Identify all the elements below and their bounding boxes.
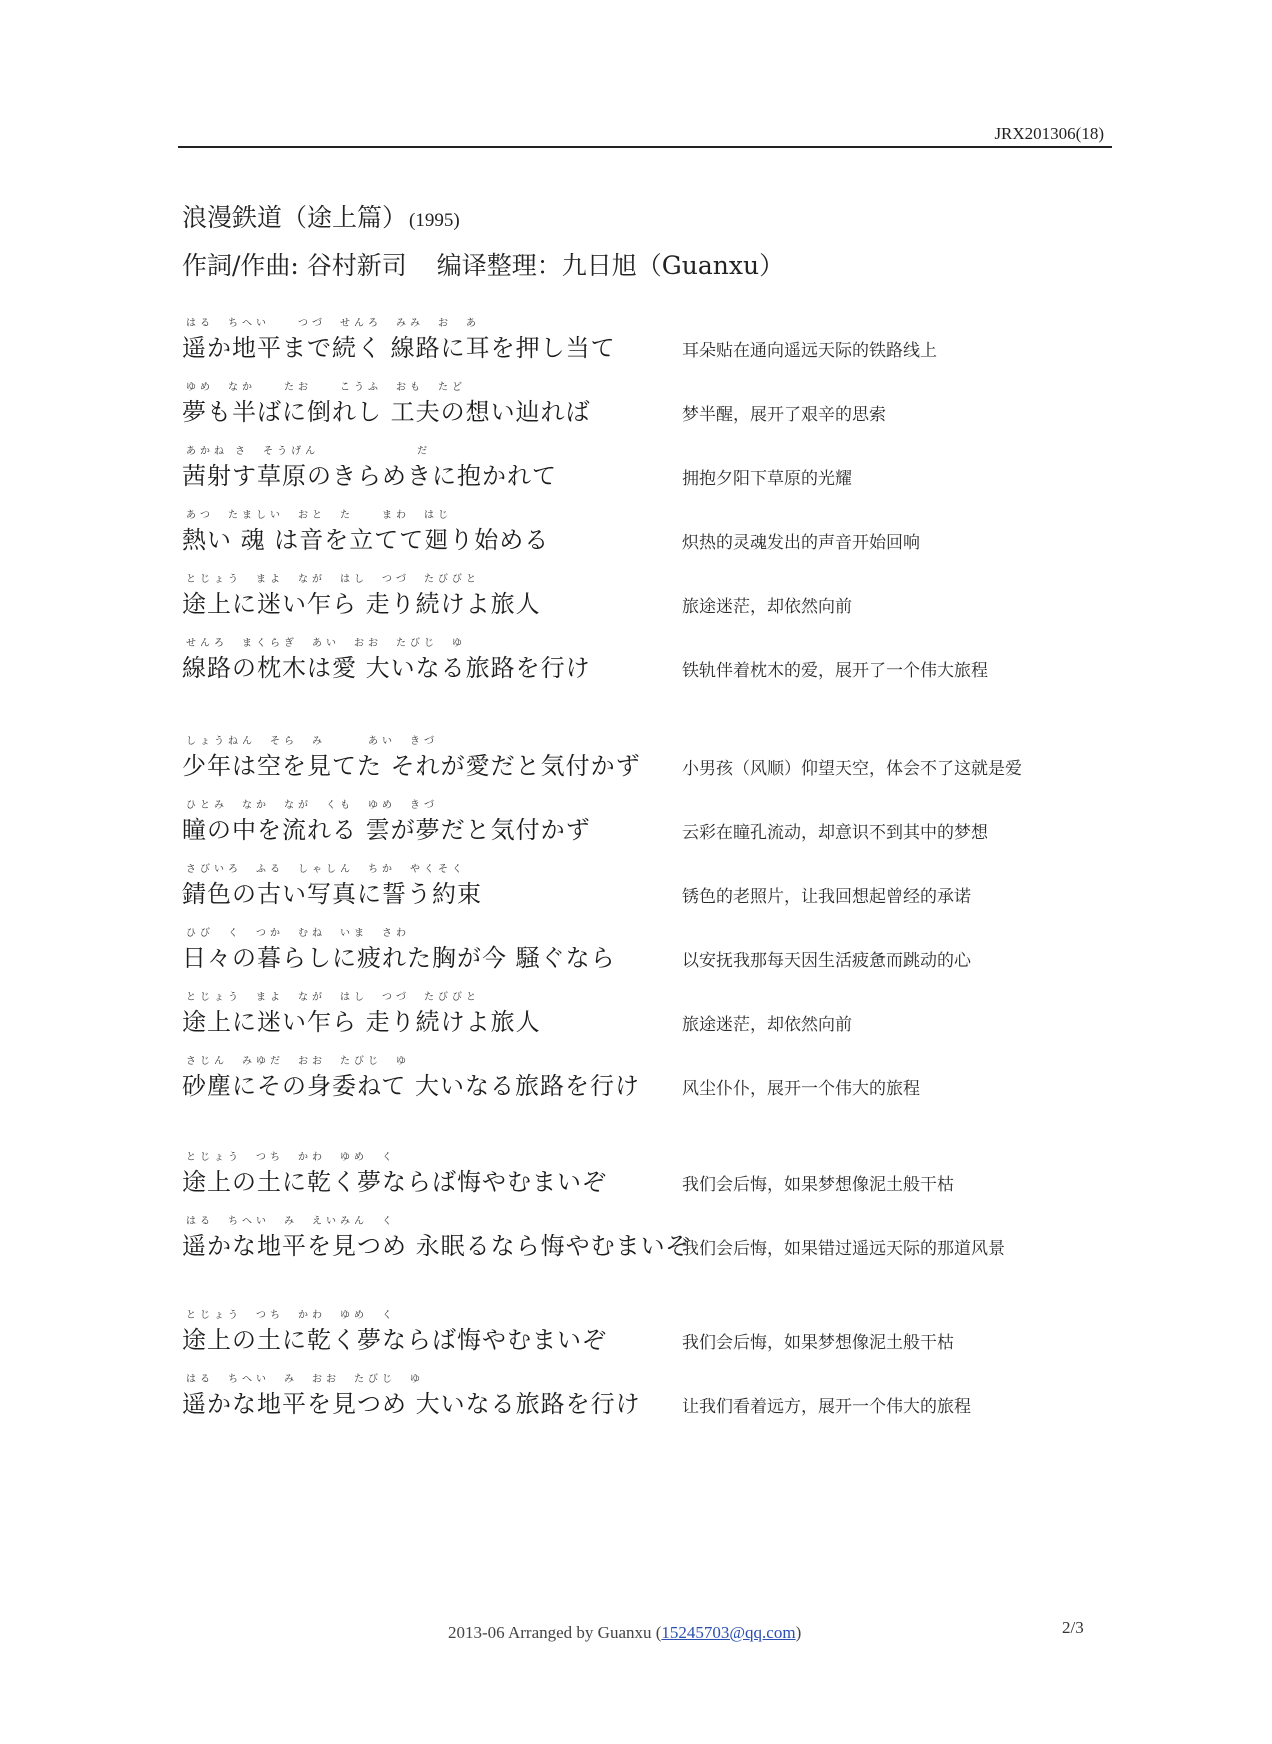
japanese-lyric: 日々の暮らしに疲れた胸が今 騒ぐなら bbox=[182, 944, 616, 972]
lyric-line bbox=[0, 1306, 1272, 1356]
lyric-line bbox=[0, 314, 1272, 364]
ruby-annotation: ひとみ なか なが くも ゆめ きづ bbox=[186, 800, 438, 811]
chinese-translation: 我们会后悔，如果梦想像泥土般干枯 bbox=[682, 1175, 954, 1195]
ruby-annotation: あつ たましい おと た まわ はじ bbox=[186, 510, 452, 521]
japanese-lyric: 夢も半ばに倒れし 工夫の想い辿れば bbox=[182, 398, 591, 426]
header-rule bbox=[178, 146, 1112, 148]
chinese-translation: 旅途迷茫，却依然向前 bbox=[682, 1015, 852, 1035]
chinese-translation: 拥抱夕阳下草原的光耀 bbox=[682, 469, 852, 489]
ruby-annotation: あかね さ そうげん だ bbox=[186, 446, 432, 457]
ruby-annotation: ゆめ なか たお こうふ おも たど bbox=[186, 382, 466, 393]
chinese-translation: 梦半醒，展开了艰辛的思索 bbox=[682, 405, 886, 425]
japanese-lyric: 熱い 魂 は音を立てて廻り始める bbox=[182, 526, 550, 554]
song-title bbox=[182, 198, 460, 234]
lyric-line bbox=[0, 634, 1272, 684]
lyric-line bbox=[0, 860, 1272, 910]
ruby-annotation: とじょう まよ なが はし つづ たびびと bbox=[186, 992, 480, 1003]
song-title-text: 浪漫鉄道（途上篇） bbox=[182, 203, 408, 232]
lyric-line bbox=[0, 442, 1272, 492]
chinese-translation: 风尘仆仆，展开一个伟大的旅程 bbox=[682, 1079, 920, 1099]
chinese-translation: 我们会后悔，如果错过遥远天际的那道风景 bbox=[682, 1239, 1005, 1259]
lyric-line bbox=[0, 1212, 1272, 1262]
footer bbox=[448, 1623, 801, 1643]
chinese-translation: 让我们看着远方，展开一个伟大的旅程 bbox=[682, 1397, 971, 1417]
japanese-lyric: 遥かな地平を見つめ 永眠るなら悔やむまいぞ bbox=[182, 1232, 691, 1260]
japanese-lyric: 遥かな地平を見つめ 大いなる旅路を行け bbox=[182, 1390, 641, 1418]
ruby-annotation: とじょう つち かわ ゆめ く bbox=[186, 1152, 396, 1163]
footer-credit: 2013-06 Arranged by Guanxu ( bbox=[448, 1623, 662, 1642]
lyric-line bbox=[0, 506, 1272, 556]
ruby-annotation: さびいろ ふる しゃしん ちか やくそく bbox=[186, 864, 466, 875]
japanese-lyric: 途上に迷い乍ら 走り続けよ旅人 bbox=[182, 1008, 541, 1036]
japanese-lyric: 途上に迷い乍ら 走り続けよ旅人 bbox=[182, 590, 541, 618]
lyric-line bbox=[0, 1370, 1272, 1420]
japanese-lyric: 途上の土に乾く夢ならば悔やむまいぞ bbox=[182, 1326, 607, 1354]
ruby-annotation: とじょう つち かわ ゆめ く bbox=[186, 1310, 396, 1321]
chinese-translation: 旅途迷茫，却依然向前 bbox=[682, 597, 852, 617]
chinese-translation: 耳朵贴在通向遥远天际的铁路线上 bbox=[682, 341, 937, 361]
lyric-line bbox=[0, 1148, 1272, 1198]
ruby-annotation: しょうねん そら み あい きづ bbox=[186, 736, 438, 747]
japanese-lyric: 遥か地平まで続く 線路に耳を押し当て bbox=[182, 334, 616, 362]
ruby-annotation: はる ちへい み おお たびじ ゆ bbox=[186, 1374, 424, 1385]
ruby-annotation: せんろ まくらぎ あい おお たびじ ゆ bbox=[186, 638, 466, 649]
footer-email-link[interactable]: 15245703@qq.com bbox=[661, 1623, 796, 1642]
lyric-line bbox=[0, 988, 1272, 1038]
footer-credit-end: ) bbox=[795, 1623, 802, 1642]
lyric-line bbox=[0, 924, 1272, 974]
lyric-line bbox=[0, 796, 1272, 846]
document-id: JRX201306(18) bbox=[994, 124, 1104, 143]
japanese-lyric: 茜射す草原のきらめきに抱かれて bbox=[182, 462, 557, 490]
lyric-line bbox=[0, 378, 1272, 428]
credits bbox=[182, 246, 784, 282]
ruby-annotation: はる ちへい み えいみん く bbox=[186, 1216, 396, 1227]
ruby-annotation: さじん みゆだ おお たびじ ゆ bbox=[186, 1056, 410, 1067]
lyric-line bbox=[0, 732, 1272, 782]
chinese-translation: 我们会后悔，如果梦想像泥土般干枯 bbox=[682, 1333, 954, 1353]
chinese-translation: 云彩在瞳孔流动，却意识不到其中的梦想 bbox=[682, 823, 988, 843]
ruby-annotation: とじょう まよ なが はし つづ たびびと bbox=[186, 574, 480, 585]
page-number: 2/3 bbox=[1062, 1618, 1084, 1637]
credits-arranger: 编译整理：九日旭（Guanxu） bbox=[436, 251, 785, 280]
japanese-lyric: 瞳の中を流れる 雲が夢だと気付かず bbox=[182, 816, 591, 844]
japanese-lyric: 錆色の古い写真に誓う約束 bbox=[182, 880, 482, 908]
song-year: (1995) bbox=[409, 210, 460, 231]
chinese-translation: 锈色的老照片，让我回想起曾经的承诺 bbox=[682, 887, 971, 907]
ruby-annotation: はる ちへい つづ せんろ みみ お あ bbox=[186, 318, 480, 329]
japanese-lyric: 少年は空を見てた それが愛だと気付かず bbox=[182, 752, 641, 780]
lyric-line bbox=[0, 1052, 1272, 1102]
chinese-translation: 以安抚我那每天因生活疲惫而跳动的心 bbox=[682, 951, 971, 971]
credits-writer: 作詞/作曲: 谷村新司 bbox=[182, 251, 407, 280]
japanese-lyric: 砂塵にその身委ねて 大いなる旅路を行け bbox=[182, 1072, 641, 1100]
ruby-annotation: ひび く つか むね いま さわ bbox=[186, 928, 410, 939]
lyric-line bbox=[0, 570, 1272, 620]
chinese-translation: 铁轨伴着枕木的爱，展开了一个伟大旅程 bbox=[682, 661, 988, 681]
chinese-translation: 小男孩（风顺）仰望天空，体会不了这就是爱 bbox=[682, 759, 1022, 779]
chinese-translation: 炽热的灵魂发出的声音开始回响 bbox=[682, 533, 920, 553]
japanese-lyric: 線路の枕木は愛 大いなる旅路を行け bbox=[182, 654, 591, 682]
japanese-lyric: 途上の土に乾く夢ならば悔やむまいぞ bbox=[182, 1168, 607, 1196]
